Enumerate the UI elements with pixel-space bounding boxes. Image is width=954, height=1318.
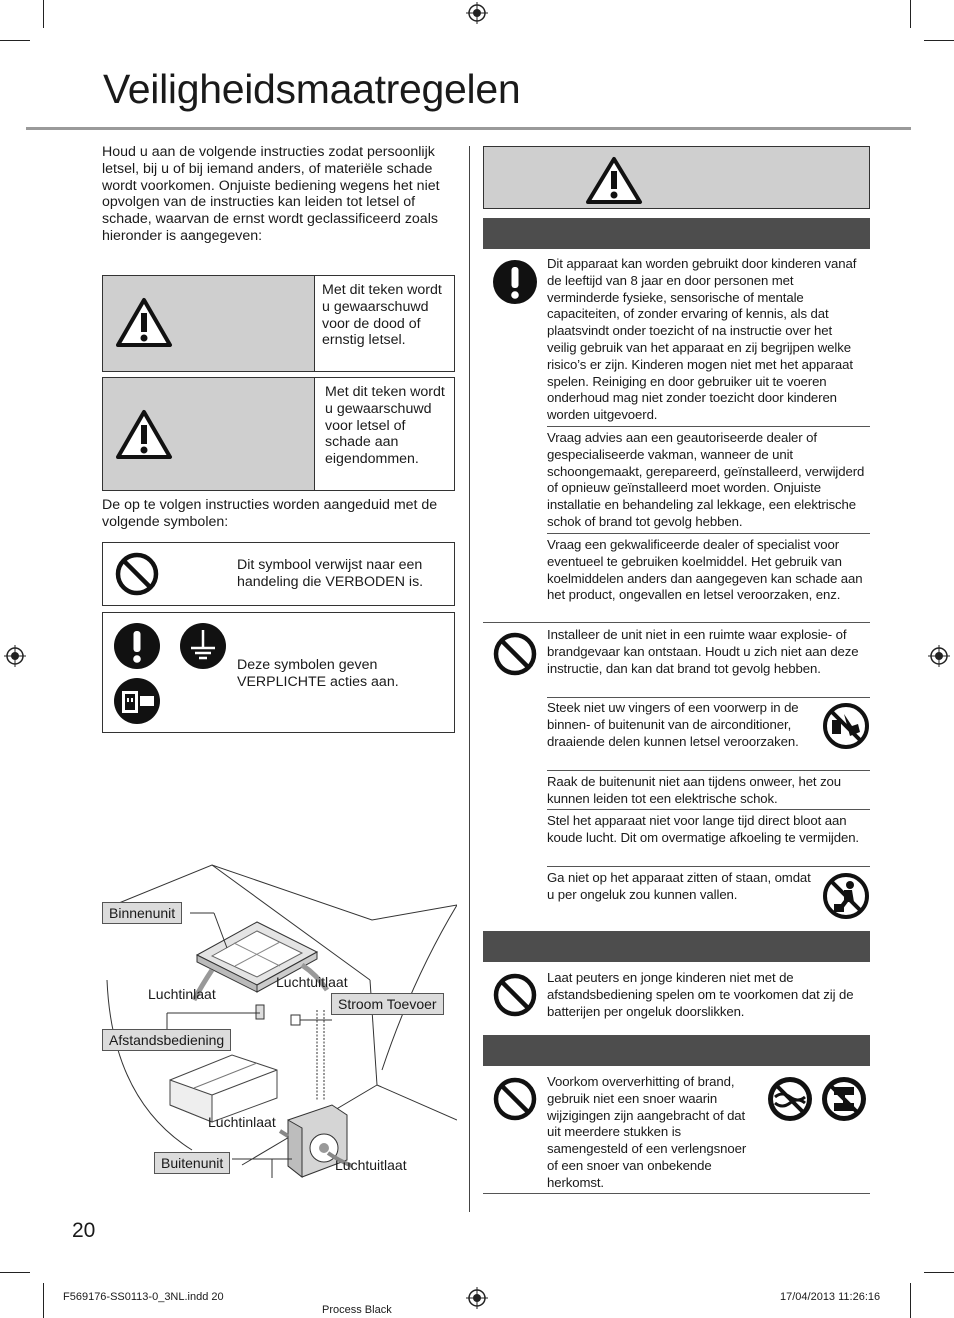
power-outlet-drawing <box>291 1015 300 1025</box>
registration-mark-icon <box>4 645 26 667</box>
label-indoor-unit: Binnenunit <box>102 902 182 924</box>
label-air-inlet-top: Luchtinlaat <box>148 986 216 1002</box>
crop-mark <box>0 1272 30 1273</box>
no-climbing-icon <box>822 872 870 920</box>
column-separator <box>469 146 470 1212</box>
caution-legend-box <box>102 377 455 491</box>
warning-entry-climbing: Ga niet op het apparaat zitten of staan, omdat u per ongeluk zou kunnen vallen. <box>547 870 811 902</box>
warning-header-box <box>483 146 870 209</box>
entry-divider <box>547 426 870 427</box>
crop-mark <box>924 40 954 41</box>
caution-legend-text: Met dit teken wordt u gewaarschuwd voor letsel of schade aan eigendommen. <box>325 384 445 468</box>
warning-entry-dealer: Vraag advies aan een geautoriseerde dealer of gespecialiseerde vakman, wanneer de unit schoongemaakt, gerepareerd, geïnstalleerd, verwijderd of opnieuw geïnstalleerd moet worden. Onjuiste installatie en behandeling zal lekkage, een elektrische schok of brand tot gevolg hebben. <box>547 430 865 529</box>
label-air-inlet-bottom: Luchtinlaat <box>208 1114 276 1130</box>
remote-entry-batteries: Laat peuters en jonge kinderen niet met de afstandsbediening spelen om te voorkomen dat zij de batterijen per ongeluk doorslikken. <box>547 970 854 1019</box>
warning-entry-thunder: Raak de buitenunit niet aan tijdens onweer, het zou kunnen leiden tot een elektrische schok. <box>547 774 842 806</box>
prohibited-symbol-box <box>102 542 455 606</box>
label-air-outlet-top: Luchtuitlaat <box>276 974 348 990</box>
crop-mark <box>910 0 911 28</box>
warning-entry-refrigerant: Vraag een gekwalificeerde dealer of specialist voor eventueel te gebruiken koelmiddel. Het gebruik van koelmiddelen anders dan aangegeven kan schade aan het product, ongevallen en letsel veroorzaken, enz. <box>547 537 863 603</box>
label-remote-control: Afstandsbediening <box>102 1029 231 1051</box>
warning-legend-text: Met dit teken wordt u gewaarschuwd voor de dood of ernstig letsel. <box>322 282 442 349</box>
section-bar-power <box>483 1035 870 1066</box>
page-title: Veiligheidsmaatregelen <box>103 66 521 112</box>
power-entry-cord: Voorkom oververhitting of brand, gebruik niet een snoer waarin wijzigingen zijn aangebracht of dat uit meerdere stukken is samengesteld of een verlengsnoer of een snoer van onbekende herkomst. <box>547 1074 747 1190</box>
entry-divider <box>547 770 870 771</box>
intro-text: Houd u aan de volgende instructies zodat persoonlijk letsel, bij u of bij iemand anders, of materiële schade wordt voorkomen. Onjuiste bediening wegens het niet opvolgen van de instructies kan leiden tot letsel of schade, waarvan de ernst wordt geclassificeerd zoals hieronder is aangegeven: <box>102 144 440 244</box>
warning-triangle-icon <box>115 296 173 348</box>
label-outdoor-unit: Buitenunit <box>154 1152 230 1174</box>
section-bar-remote <box>483 931 870 962</box>
warning-entry-fingers: Steek niet uw vingers of een voorwerp in de binnen- of buitenunit van de airconditioner, draaiende delen kunnen letsel veroorzaken. <box>547 700 799 749</box>
exclamation-icon <box>492 259 538 305</box>
sofa-drawing <box>170 1055 277 1122</box>
registration-mark-icon <box>928 645 950 667</box>
remote-control-drawing <box>256 1005 264 1019</box>
label-power-supply: Stroom Toevoer <box>331 993 444 1015</box>
symbols-intro: De op te volgen instructies worden aangeduid met de volgende symbolen: <box>102 497 438 530</box>
warning-legend-box <box>102 275 455 372</box>
no-modified-cord-icon <box>766 1075 814 1123</box>
crop-mark <box>43 1283 44 1318</box>
crop-mark <box>43 0 44 28</box>
warning-entry-children: Dit apparaat kan worden gebruikt door kinderen vanaf de leeftijd van 8 jaar en door personen met verminderde fysieke, sensorische of mentale capaciteiten, of zonder ervaring of kennis, als dat plaatsvindt onder toezicht of na instructie over het veilig gebruik van het apparaat en zij begrijpen welke risico’s er zijn. Kinderen mogen niet met het apparaat spelen. Reiniging en door gebruiker uit te voeren onderhoud mag niet zonder toezicht door kinderen worden uitgevoerd. <box>547 256 857 423</box>
entry-divider <box>547 866 870 867</box>
warning-triangle-icon <box>585 155 643 205</box>
warning-entry-cold-air: Stel het apparaat niet voor lange tijd direct bloot aan koude lucht. Dit om overmatige afkoeling te vermijden. <box>547 813 859 845</box>
prohibited-text: Dit symbool verwijst naar een handeling die VERBODEN is. <box>237 557 424 590</box>
prohibited-icon <box>492 631 538 677</box>
mandatory-symbol-box <box>102 612 455 733</box>
entry-divider <box>547 809 870 810</box>
label-air-outlet-bottom: Luchtuitlaat <box>335 1157 407 1173</box>
prohibited-icon <box>492 1076 538 1122</box>
entry-divider <box>483 1193 870 1194</box>
prohibited-icon <box>492 972 538 1018</box>
footer-date: 17/04/2013 11:26:16 <box>780 1291 881 1303</box>
crop-mark <box>924 1272 954 1273</box>
crop-mark <box>910 1283 911 1318</box>
registration-mark-icon <box>466 2 488 24</box>
entry-divider <box>483 622 870 623</box>
caution-triangle-icon <box>115 408 173 460</box>
unplug-icon <box>113 677 161 725</box>
crop-mark <box>0 40 30 41</box>
exclamation-icon <box>113 622 161 670</box>
entry-divider <box>547 533 870 534</box>
mandatory-text: Deze symbolen geven VERPLICHTE acties aan. <box>237 657 399 690</box>
section-bar-warning <box>483 218 870 249</box>
page-number: 20 <box>72 1219 96 1242</box>
warning-entry-explosion: Installeer de unit niet in een ruimte waar explosie- of brandgevaar kan ontstaan. Houdt u zich niet aan deze instructie, dan kan dat brand tot gevolg hebben. <box>547 627 859 676</box>
earth-ground-icon <box>179 622 227 670</box>
prohibited-icon <box>114 551 160 597</box>
title-rule <box>26 127 911 130</box>
entry-divider <box>547 697 870 698</box>
no-extension-cord-icon <box>820 1075 868 1123</box>
footer-process: Process Black <box>322 1304 392 1316</box>
registration-mark-icon <box>466 1287 488 1309</box>
no-fingers-icon <box>822 702 870 750</box>
footer-file: F569176-SS0113-0_3NL.indd 20 <box>63 1291 224 1303</box>
